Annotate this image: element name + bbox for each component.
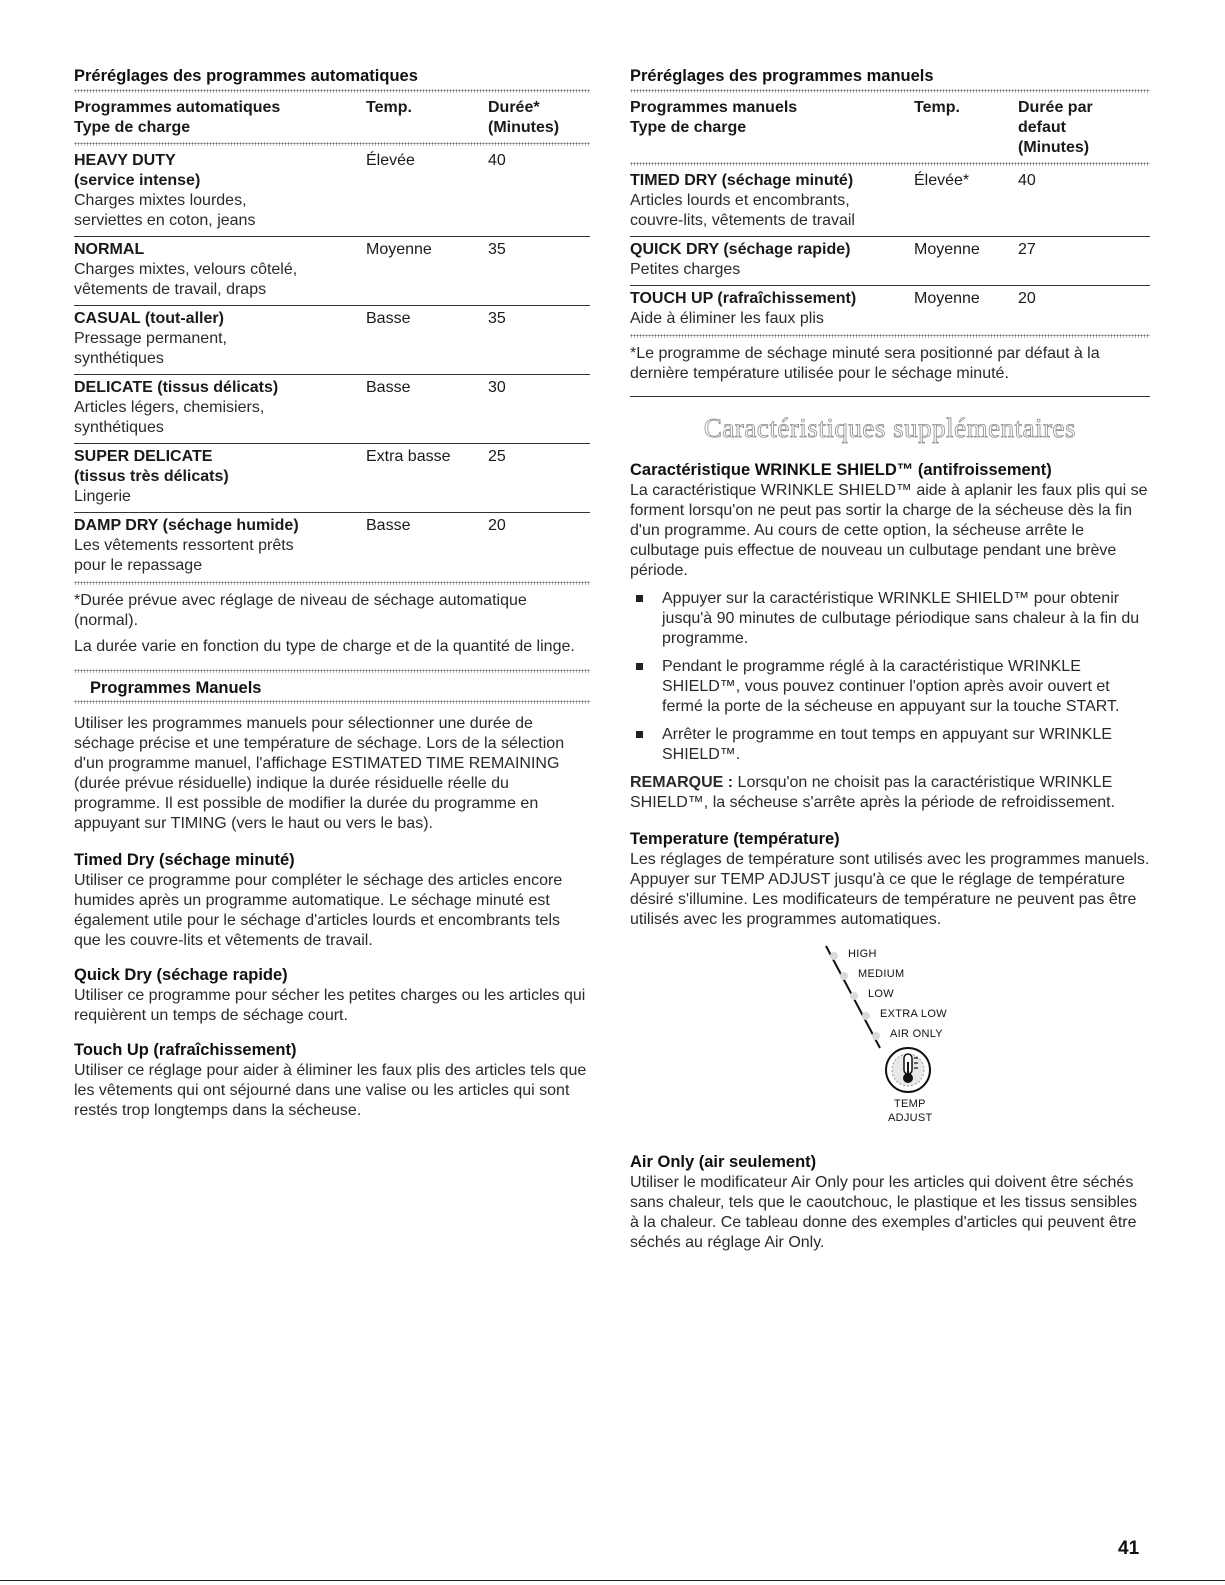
manual-programs-heading: Programmes Manuels [90, 679, 262, 697]
header-program: Programmes automatiques Type de charge [74, 99, 281, 136]
program-name: HEAVY DUTY (service intense) [74, 152, 201, 189]
program-duration: 40 [488, 148, 590, 237]
right-column [630, 66, 1150, 1253]
level-low: LOW [868, 988, 894, 1000]
list-item: Pendant le programme réglé à la caractéristique WRINKLE SHIELD™, vous pouvez continuer l'option après avoir ouvert et fermé la porte de la sécheuse en appuyant sur la touche START. [630, 657, 1150, 717]
table-row [630, 286, 1150, 335]
quick-dry-text: Utiliser ce programme pour sécher les petites charges ou les articles qui requièrent un temps de séchage court. [74, 987, 586, 1024]
program-desc: Aide à éliminer les faux plis [630, 310, 824, 327]
dotted-rule [74, 700, 590, 704]
table-row [74, 237, 590, 306]
temperature-text: Les réglages de température sont utilisés avec les programmes manuels. Appuyer sur TEMP ADJUST jusqu'à ce que le réglage de température désiré s'illumine. Les modificateurs de température ne peuvent pas être utilisés avec les programmes automatiques. [630, 851, 1150, 928]
wrinkle-shield-section [630, 460, 1150, 813]
program-desc: Lingerie [74, 488, 131, 505]
program-temp: Moyenne [914, 290, 980, 307]
program-duration: 35 [488, 306, 590, 375]
program-desc: Pressage permanent, synthétiques [74, 330, 227, 367]
program-name: QUICK DRY (séchage rapide) [630, 241, 851, 258]
timed-dry-section [74, 850, 590, 951]
page-number: 41 [1118, 1538, 1140, 1559]
quick-dry-title: Quick Dry (séchage rapide) [74, 966, 288, 984]
manual-intro: Utiliser les programmes manuels pour sélectionner une durée de séchage précise et une température de séchage. Lors de la sélection d'un programme manuel, l'affichage ESTIMATED TIME REMAINING (durée prévue résiduelle) indique la durée résiduelle réelle du programme. Il est possible de modifier la durée du programme en appuyant sur TIMING (vers le haut ou vers le bas). [74, 715, 565, 832]
program-duration: 30 [488, 375, 590, 444]
touch-up-text: Utiliser ce réglage pour aider à éliminer les faux plis des articles tels que les vêtements qui ont séjourné dans une valise ou les articles qui sont restés trop longtemps dans la sécheuse. [74, 1062, 587, 1119]
program-duration: 20 [1018, 290, 1036, 307]
table-row [630, 237, 1150, 286]
program-duration: 27 [1018, 237, 1150, 286]
program-name: TIMED DRY (séchage minuté) [630, 172, 854, 189]
table-row [74, 375, 590, 444]
level-high: HIGH [848, 948, 877, 960]
program-duration: 20 [488, 517, 506, 534]
temperature-section [630, 829, 1150, 930]
dotted-rule [74, 89, 590, 93]
adjust-label: ADJUST [888, 1112, 933, 1124]
dotted-rule [630, 334, 1150, 338]
level-medium: MEDIUM [858, 968, 905, 980]
manual-programs-table [630, 98, 1150, 334]
bullet-icon [636, 595, 643, 602]
table-row [74, 444, 590, 513]
bullet-icon [636, 731, 643, 738]
program-temp: Moyenne [914, 237, 1018, 286]
program-temp: Extra basse [366, 444, 488, 513]
dotted-rule [74, 142, 590, 146]
dotted-rule [74, 581, 590, 585]
program-name: CASUAL (tout-aller) [74, 310, 224, 327]
timed-dry-title: Timed Dry (séchage minuté) [74, 851, 295, 869]
program-temp: Basse [366, 375, 488, 444]
table-header [630, 98, 1150, 162]
duration-note: La durée varie en fonction du type de charge et de la quantité de linge. [74, 638, 575, 655]
table-row [74, 306, 590, 375]
program-desc: Les vêtements ressortent prêts pour le repassage [74, 537, 294, 574]
temp-adjust-diagram [630, 942, 1150, 1142]
level-air-only: AIR ONLY [890, 1028, 943, 1040]
header-duration: Durée par defaut (Minutes) [1018, 99, 1093, 156]
table-row [630, 168, 1150, 237]
wrinkle-shield-title: Caractéristique WRINKLE SHIELD™ (antifroissement) [630, 461, 1052, 479]
left-column [74, 66, 590, 1121]
footnote: *Durée prévue avec réglage de niveau de séchage automatique (normal). [74, 592, 527, 629]
header-program: Programmes manuels Type de charge [630, 99, 798, 136]
program-name: DELICATE (tissus délicats) [74, 379, 279, 396]
bottom-rule [0, 1580, 1225, 1581]
auto-presets-title: Préréglages des programmes automatiques [74, 67, 418, 85]
program-duration: 40 [1018, 168, 1150, 237]
bullet-icon [636, 663, 643, 670]
program-name: NORMAL [74, 241, 145, 258]
header-temp: Temp. [914, 99, 960, 116]
features-banner: Caractéristiques supplémentaires [703, 413, 1077, 443]
table-row [74, 513, 590, 582]
air-only-text: Utiliser le modificateur Air Only pour les articles qui doivent être séchés sans chaleur, tels que le caoutchouc, le plastique et les tissus sensibles à la chaleur. Ce tableau donne des exemples d'articles qui peuvent être séchés au réglage Air Only. [630, 1174, 1137, 1251]
auto-programs-table [74, 98, 590, 581]
wrinkle-shield-text: La caractéristique WRINKLE SHIELD™ aide à aplanir les faux plis qui se forment lorsqu'on ne peut pas sortir la charge de la sécheuse dès la fin d'un programme. Au cours de cette option, la sécheuse arrête le culbutage puis effectue de nouveau un culbutage pendant une brève période. [630, 482, 1148, 579]
remark-text: Lorsqu'on ne choisit pas la caractéristique WRINKLE SHIELD™, la sécheuse s'arrête après la période de refroidissement. [630, 774, 1116, 811]
quick-dry-section [74, 965, 590, 1026]
header-duration: Durée* (Minutes) [488, 99, 560, 136]
program-desc: Petites charges [630, 261, 741, 278]
program-desc: Charges mixtes, velours côtelé, vêtements de travail, draps [74, 261, 298, 298]
program-temp: Élevée [366, 148, 488, 237]
program-duration: 25 [488, 444, 590, 513]
list-item: Appuyer sur la caractéristique WRINKLE SHIELD™ pour obtenir jusqu'à 90 minutes de culbutage périodique sans chaleur à la fin du programme. [630, 589, 1150, 649]
header-temp: Temp. [366, 99, 412, 116]
air-only-title: Air Only (air seulement) [630, 1153, 817, 1171]
program-temp: Moyenne [366, 237, 488, 306]
program-duration: 35 [488, 237, 590, 306]
wrinkle-remark [630, 773, 1150, 813]
program-temp: Basse [366, 517, 411, 534]
program-desc: Articles légers, chemisiers, synthétiques [74, 399, 265, 436]
air-only-section [630, 1152, 1150, 1253]
dotted-rule [630, 89, 1150, 93]
program-name: TOUCH UP (rafraîchissement) [630, 290, 857, 307]
temp-label: TEMP [894, 1098, 926, 1110]
section-divider [630, 396, 1150, 397]
program-name: DAMP DRY (séchage humide) [74, 517, 299, 534]
temperature-title: Temperature (température) [630, 830, 840, 848]
manual-footnote: *Le programme de séchage minuté sera positionné par défaut à la dernière température utilisée pour le séchage minuté. [630, 345, 1100, 382]
level-extra-low: EXTRA LOW [880, 1008, 947, 1020]
timed-dry-text: Utiliser ce programme pour compléter le séchage des articles encore humides après un programme automatique. Le séchage minuté est également utile pour le séchage d'articles lourds et encombrants tels que les couvre-lits et vêtements de travail. [74, 872, 563, 949]
program-name: SUPER DELICATE (tissus très délicats) [74, 448, 229, 485]
touch-up-title: Touch Up (rafraîchissement) [74, 1041, 297, 1059]
list-item: Arrêter le programme en tout temps en appuyant sur WRINKLE SHIELD™. [630, 725, 1150, 765]
program-desc: Charges mixtes lourdes, serviettes en coton, jeans [74, 192, 256, 229]
table-row [74, 148, 590, 237]
touch-up-section [74, 1040, 590, 1121]
wrinkle-bullet-list [630, 589, 1150, 765]
program-temp: Basse [366, 306, 488, 375]
remark-label: REMARQUE : [630, 774, 734, 791]
program-desc: Articles lourds et encombrants, couvre-lits, vêtements de travail [630, 192, 855, 229]
manual-presets-title: Préréglages des programmes manuels [630, 67, 934, 85]
table-header [74, 98, 590, 142]
dotted-rule [630, 162, 1150, 166]
auto-notes [74, 591, 590, 657]
program-temp: Élevée* [914, 168, 1018, 237]
dotted-rule [74, 669, 590, 673]
